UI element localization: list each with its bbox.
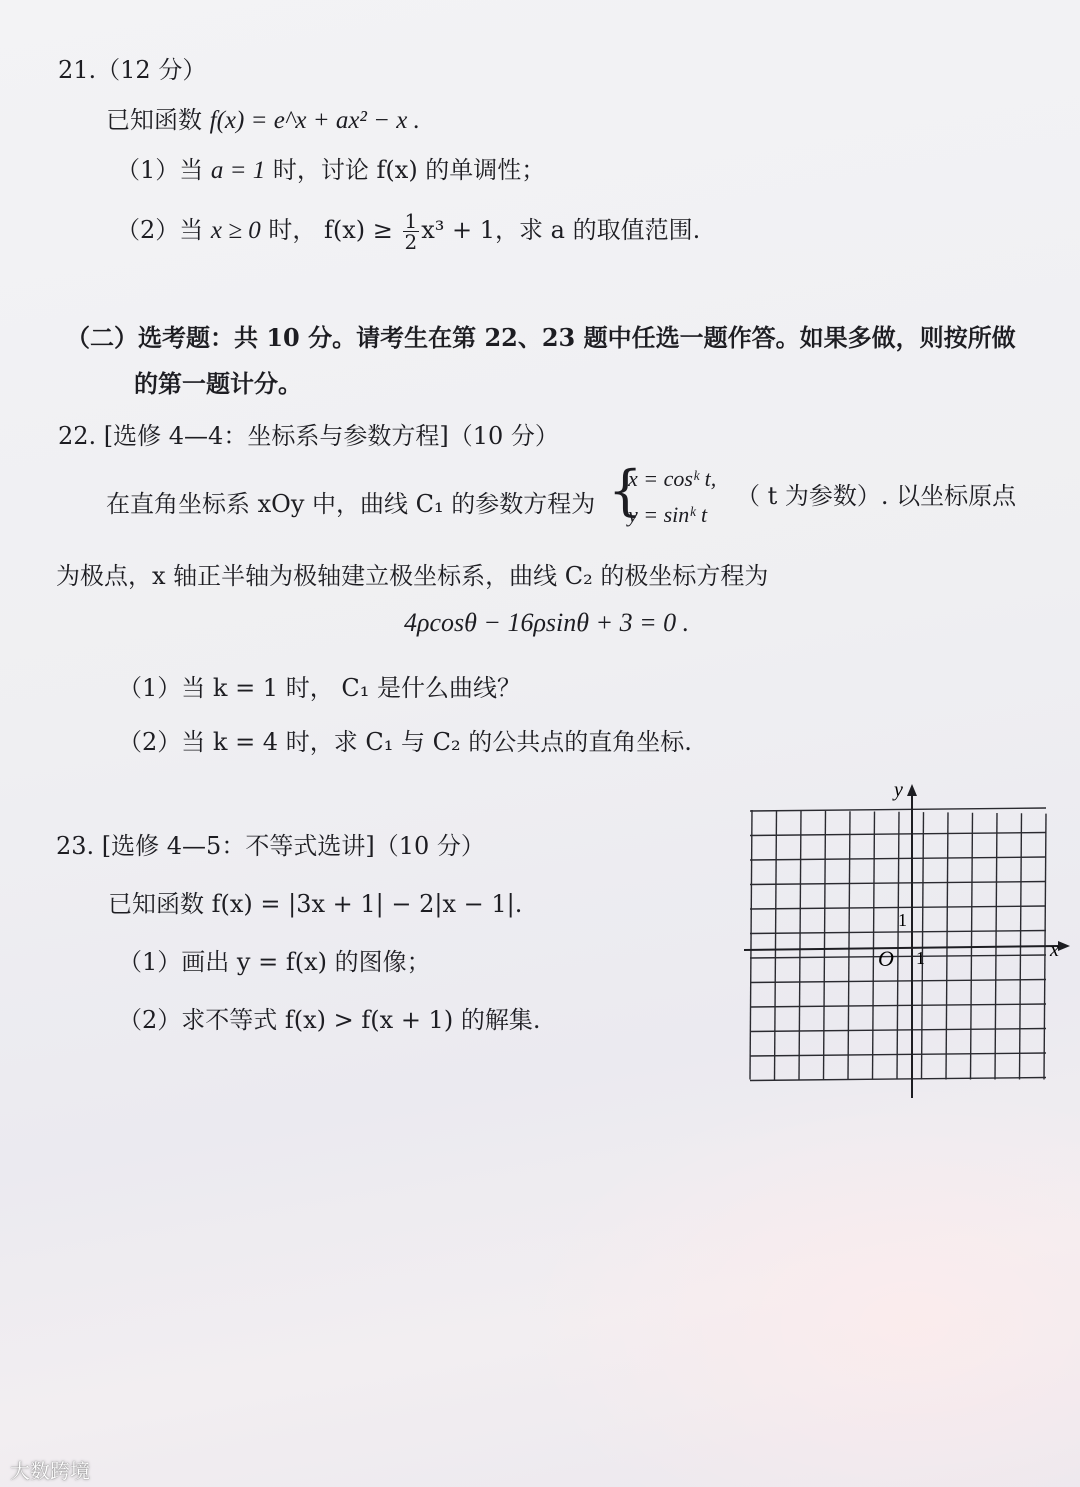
q22-part1: （1）当 k = 1 时， C₁ 是什么曲线？ bbox=[118, 674, 521, 702]
q22-part2: （2）当 k = 4 时，求 C₁ 与 C₂ 的公共点的直角坐标. bbox=[118, 728, 692, 756]
lighting-shade bbox=[520, 1080, 1080, 1487]
watermark-logo: 大数跨境 bbox=[10, 1459, 90, 1483]
y-axis-label: y bbox=[894, 780, 903, 801]
y-axis-arrow bbox=[907, 784, 917, 796]
q21-header: 21.（12 分） bbox=[58, 56, 207, 84]
grid-lines bbox=[750, 808, 1046, 1081]
section2-line2: 的第一题计分。 bbox=[134, 369, 302, 398]
coordinate-grid bbox=[740, 780, 1070, 1100]
grid-vertical-line bbox=[824, 811, 826, 1080]
grid-horizontal-line bbox=[750, 1053, 1046, 1056]
system-brace: { bbox=[608, 459, 643, 522]
fraction-one-half: $\frac{1}{2}$ bbox=[404, 209, 418, 254]
q21-part2: （2）当 x ≥ 0 时， f(x) ≥ $\frac{1}{2}$ x³ + 1，求 a 的取值范围. bbox=[116, 209, 701, 254]
grid-horizontal-line bbox=[750, 1078, 1046, 1081]
q22-system-line1: x = cosᵏ t, bbox=[628, 466, 717, 491]
q23-part2: （2）求不等式 f(x) > f(x + 1) 的解集. bbox=[118, 1006, 541, 1034]
grid-vertical-line bbox=[848, 811, 850, 1079]
section2-line1: （二）选考题：共 10 分。请考生在第 22、23 题中任选一题作答。如果多做，则按所做 bbox=[66, 323, 1016, 352]
q23-stem: 已知函数 f(x) = |3x + 1| − 2|x − 1|. bbox=[108, 890, 523, 918]
x-axis-arrow bbox=[1058, 941, 1070, 951]
origin-label: O bbox=[878, 946, 894, 971]
x-axis bbox=[744, 946, 1058, 950]
q22-header: 22. [选修 4—4：坐标系与参数方程]（10 分） bbox=[58, 422, 559, 450]
q22-stem-suffix: （ t 为参数）. 以坐标原点 bbox=[736, 482, 1017, 510]
q22-stem-prefix: 在直角坐标系 xOy 中，曲线 C₁ 的参数方程为 bbox=[106, 490, 596, 518]
grid-svg bbox=[740, 780, 1070, 1100]
q23-part1: （1）画出 y = f(x) 的图像； bbox=[118, 948, 431, 976]
grid-vertical-line bbox=[750, 810, 752, 1080]
grid-vertical-line bbox=[897, 812, 899, 1080]
q22-line2: 为极点，x 轴正半轴为极轴建立极坐标系，曲线 C₂ 的极坐标方程为 bbox=[56, 562, 769, 590]
grid-vertical-line bbox=[799, 811, 801, 1080]
q21-part1: （1）当 a = 1 时，讨论 f(x) 的单调性； bbox=[116, 156, 546, 184]
grid-horizontal-line bbox=[750, 808, 1046, 811]
grid-vertical-line bbox=[873, 812, 875, 1080]
y-tick-one: 1 bbox=[898, 910, 907, 930]
grid-vertical-line bbox=[922, 812, 924, 1079]
q23-header: 23. [选修 4—5：不等式选讲]（10 分） bbox=[56, 832, 485, 860]
grid-vertical-line bbox=[946, 812, 948, 1079]
q21-stem: 已知函数 f(x) = e^x + ax² − x . bbox=[106, 106, 420, 134]
q22-polar-equation: 4ρcosθ − 16ρsinθ + 3 = 0 . bbox=[404, 608, 690, 637]
x-tick-one: 1 bbox=[916, 948, 925, 968]
x-axis-label: x bbox=[1050, 939, 1059, 961]
q22-system-line2: y = sinᵏ t bbox=[628, 502, 708, 527]
grid-vertical-line bbox=[775, 810, 777, 1079]
grid-horizontal-line bbox=[750, 833, 1046, 836]
